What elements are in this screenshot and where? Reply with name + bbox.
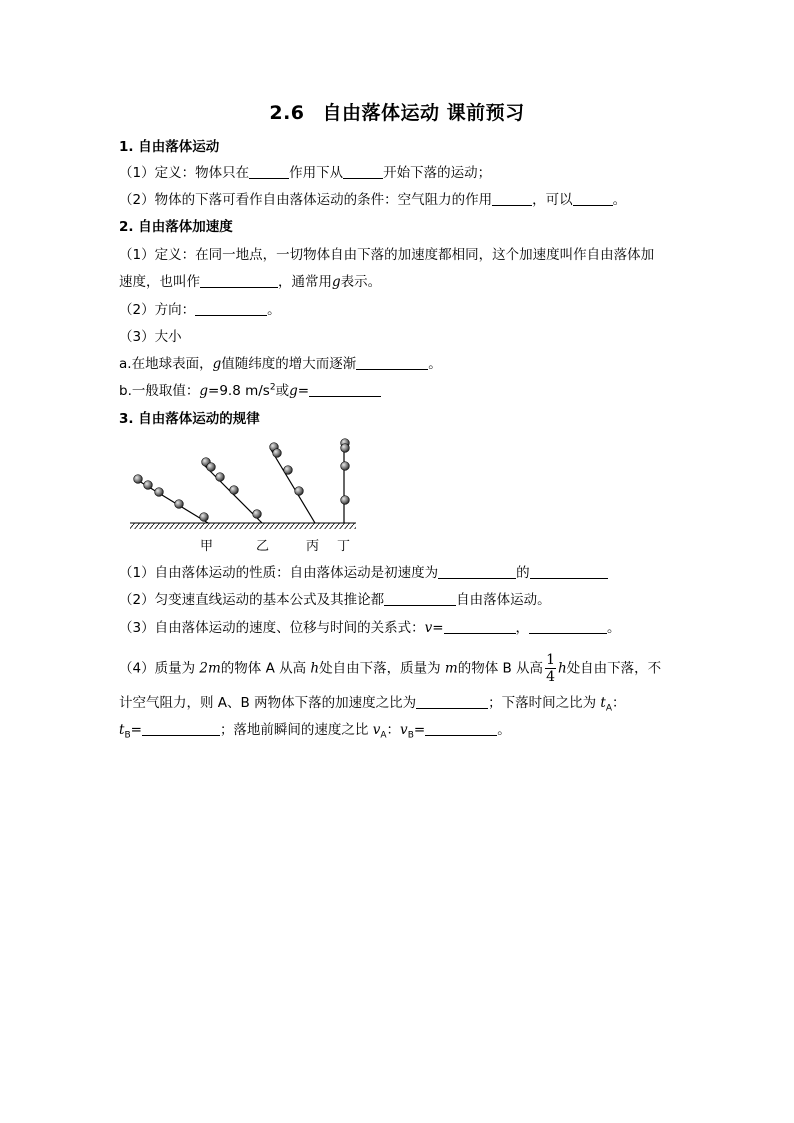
falling-ball-diagram	[128, 435, 360, 535]
diagram-label-yi: 乙	[256, 539, 270, 554]
answer-blank[interactable]	[529, 619, 607, 634]
s2-line-3: （2）方向： 。	[119, 302, 281, 318]
section-1-heading: 1. 自由落体运动	[119, 139, 220, 155]
answer-blank[interactable]	[200, 273, 278, 288]
s1-line-2: （2）物体的下落可看作自由落体运动的条件：空气阻力的作用 ，可以 。	[119, 192, 627, 208]
diagram-label-bing: 丙	[306, 539, 320, 554]
answer-blank[interactable]	[195, 301, 267, 316]
answer-blank[interactable]	[416, 694, 488, 709]
answer-blank[interactable]	[530, 564, 608, 579]
s3-line-2: （2）匀变速直线运动的基本公式及其推论都 自由落体运动。	[119, 592, 551, 608]
answer-blank[interactable]	[356, 355, 428, 370]
s3-line-5: 计空气阻力，则 A、B 两物体下落的加速度之比为 ；下落时间之比为 $t_A$：	[119, 695, 626, 714]
ground-hatch	[130, 523, 356, 529]
s2-line-2: 速度，也叫作 ，通常用g表示。	[119, 274, 382, 290]
answer-blank[interactable]	[142, 721, 220, 736]
balls-incline-2	[202, 458, 262, 519]
balls-incline-1	[134, 475, 209, 522]
section-2-heading: 2. 自由落体加速度	[119, 219, 233, 235]
s2-line-6: b.一般取值：g=9.8 $m/s^2$或g=	[119, 381, 381, 401]
answer-blank[interactable]	[249, 164, 289, 179]
answer-blank[interactable]	[573, 191, 613, 206]
s3-line-4: （4）质量为 2m的物体 A 从高 h处自由下落，质量为 m的物体 B 从高 $\frac{1}{4}$ h处自由下落，不	[119, 652, 662, 685]
s3-line-1: （1）自由落体运动的性质：自由落体运动是初速度为 的	[119, 563, 608, 583]
answer-blank[interactable]	[343, 164, 383, 179]
answer-blank[interactable]	[444, 619, 516, 634]
s2-line-1: （1）定义：在同一地点，一切物体自由下落的加速度都相同，这个加速度叫作自由落体加	[119, 247, 655, 263]
answer-blank[interactable]	[309, 382, 381, 397]
diagram-label-jia: 甲	[200, 539, 214, 554]
s1-line-1: （1）定义：物体只在 作用下从 开始下落的运动；	[119, 165, 492, 181]
incline-3	[270, 448, 315, 523]
page-title	[0, 98, 794, 125]
s2-line-4: （3）大小	[119, 329, 182, 345]
answer-blank[interactable]	[425, 721, 497, 736]
section-3-heading: 3. 自由落体运动的规律	[119, 411, 260, 427]
balls-incline-3	[270, 443, 304, 496]
title-number: 2.6	[269, 102, 305, 124]
s2-line-5: a.在地球表面，g值随纬度的增大而逐渐 。	[119, 356, 442, 372]
title-text: 自由落体运动 课前预习	[322, 102, 525, 124]
answer-blank[interactable]	[384, 591, 456, 606]
fraction-one-quarter: $\frac{1}{4}$	[546, 652, 555, 685]
s3-line-3: （3）自由落体运动的速度、位移与时间的关系式：v= ， 。	[119, 620, 621, 636]
s3-line-6: $t_B=$ ；落地前瞬间的速度之比 $v_A$：$v_B=$ 。	[119, 722, 511, 741]
answer-blank[interactable]	[438, 564, 516, 579]
answer-blank[interactable]	[492, 191, 532, 206]
diagram-label-ding: 丁	[337, 539, 351, 554]
balls-vertical	[341, 439, 350, 505]
